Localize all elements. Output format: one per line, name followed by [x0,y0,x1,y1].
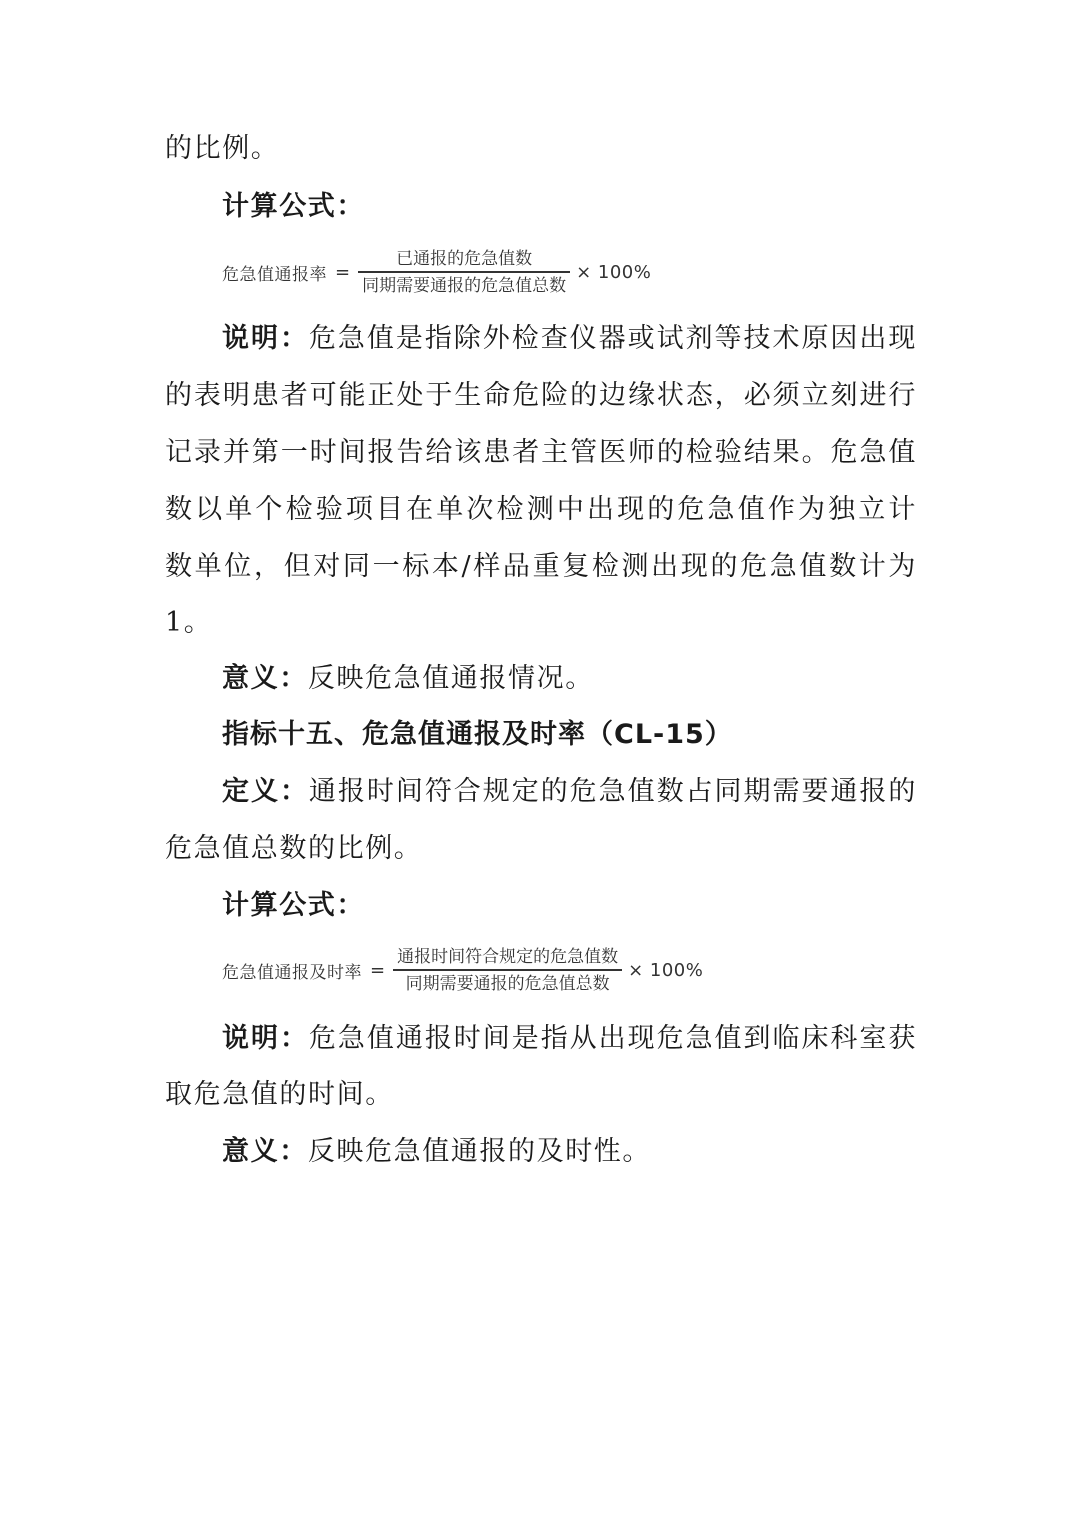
significance-line [222,662,917,696]
explanation-line: 的表明患者可能正处于生命危险的边缘状态，必须立刻进行 [165,380,917,411]
formula-multiplier: × 100% [628,959,704,981]
significance-label: 意义： [222,1136,308,1167]
explanation-line: 取危急值的时间。 [165,1079,394,1110]
formula-denominator: 同期需要通报的危急值总数 [362,275,567,296]
formula-lhs: 危急值通报及时率 [222,962,362,983]
fraction-bar [393,969,622,971]
explanation-text: 危急值是指除外检查仪器或试剂等技术原因出现 [308,323,917,354]
explanation-line: 1。 [165,607,213,638]
explanation-line: 数单位，但对同一标本/样品重复检测出现的危急值数计为 [165,551,917,582]
continuation-text: 的比例。 [165,133,280,164]
significance-text: 反映危急值通报的及时性。 [307,1136,652,1167]
definition-label: 定义： [222,776,309,807]
definition-text: 通报时间符合规定的危急值数占同期需要通报的 [308,776,917,807]
formula-heading: 计算公式： [222,890,365,921]
formula-equals: = [370,959,386,981]
explanation-label: 说明： [222,1023,309,1054]
formula-multiplier: × 100% [576,261,652,283]
explanation-line [222,322,917,356]
formula-notification-rate [222,248,651,297]
formula-lhs: 危急值通报率 [222,264,327,285]
formula-denominator: 同期需要通报的危急值总数 [405,973,610,994]
formula-numerator: 已通报的危急值数 [396,249,533,269]
formula-fraction [358,248,570,297]
explanation-line: 数以单个检验项目在单次检测中出现的危急值作为独立计 [165,494,917,525]
significance-line [222,1135,917,1169]
formula-timely-rate [222,946,703,995]
fraction-bar [358,271,570,273]
definition-line [222,775,917,809]
section-title: 指标十五、危急值通报及时率（CL-15） [222,719,733,750]
formula-numerator: 通报时间符合规定的危急值数 [397,947,619,967]
significance-text: 反映危急值通报情况。 [307,663,594,694]
formula-heading: 计算公式： [222,191,365,222]
explanation-line [222,1022,917,1056]
explanation-label: 说明： [222,323,309,354]
significance-label: 意义： [222,663,308,694]
definition-line: 危急值总数的比例。 [165,833,423,864]
explanation-line: 记录并第一时间报告给该患者主管医师的检验结果。危急值 [165,437,917,468]
formula-equals: = [335,261,351,283]
formula-fraction [393,946,622,995]
explanation-text: 危急值通报时间是指从出现危急值到临床科室获 [308,1023,917,1054]
